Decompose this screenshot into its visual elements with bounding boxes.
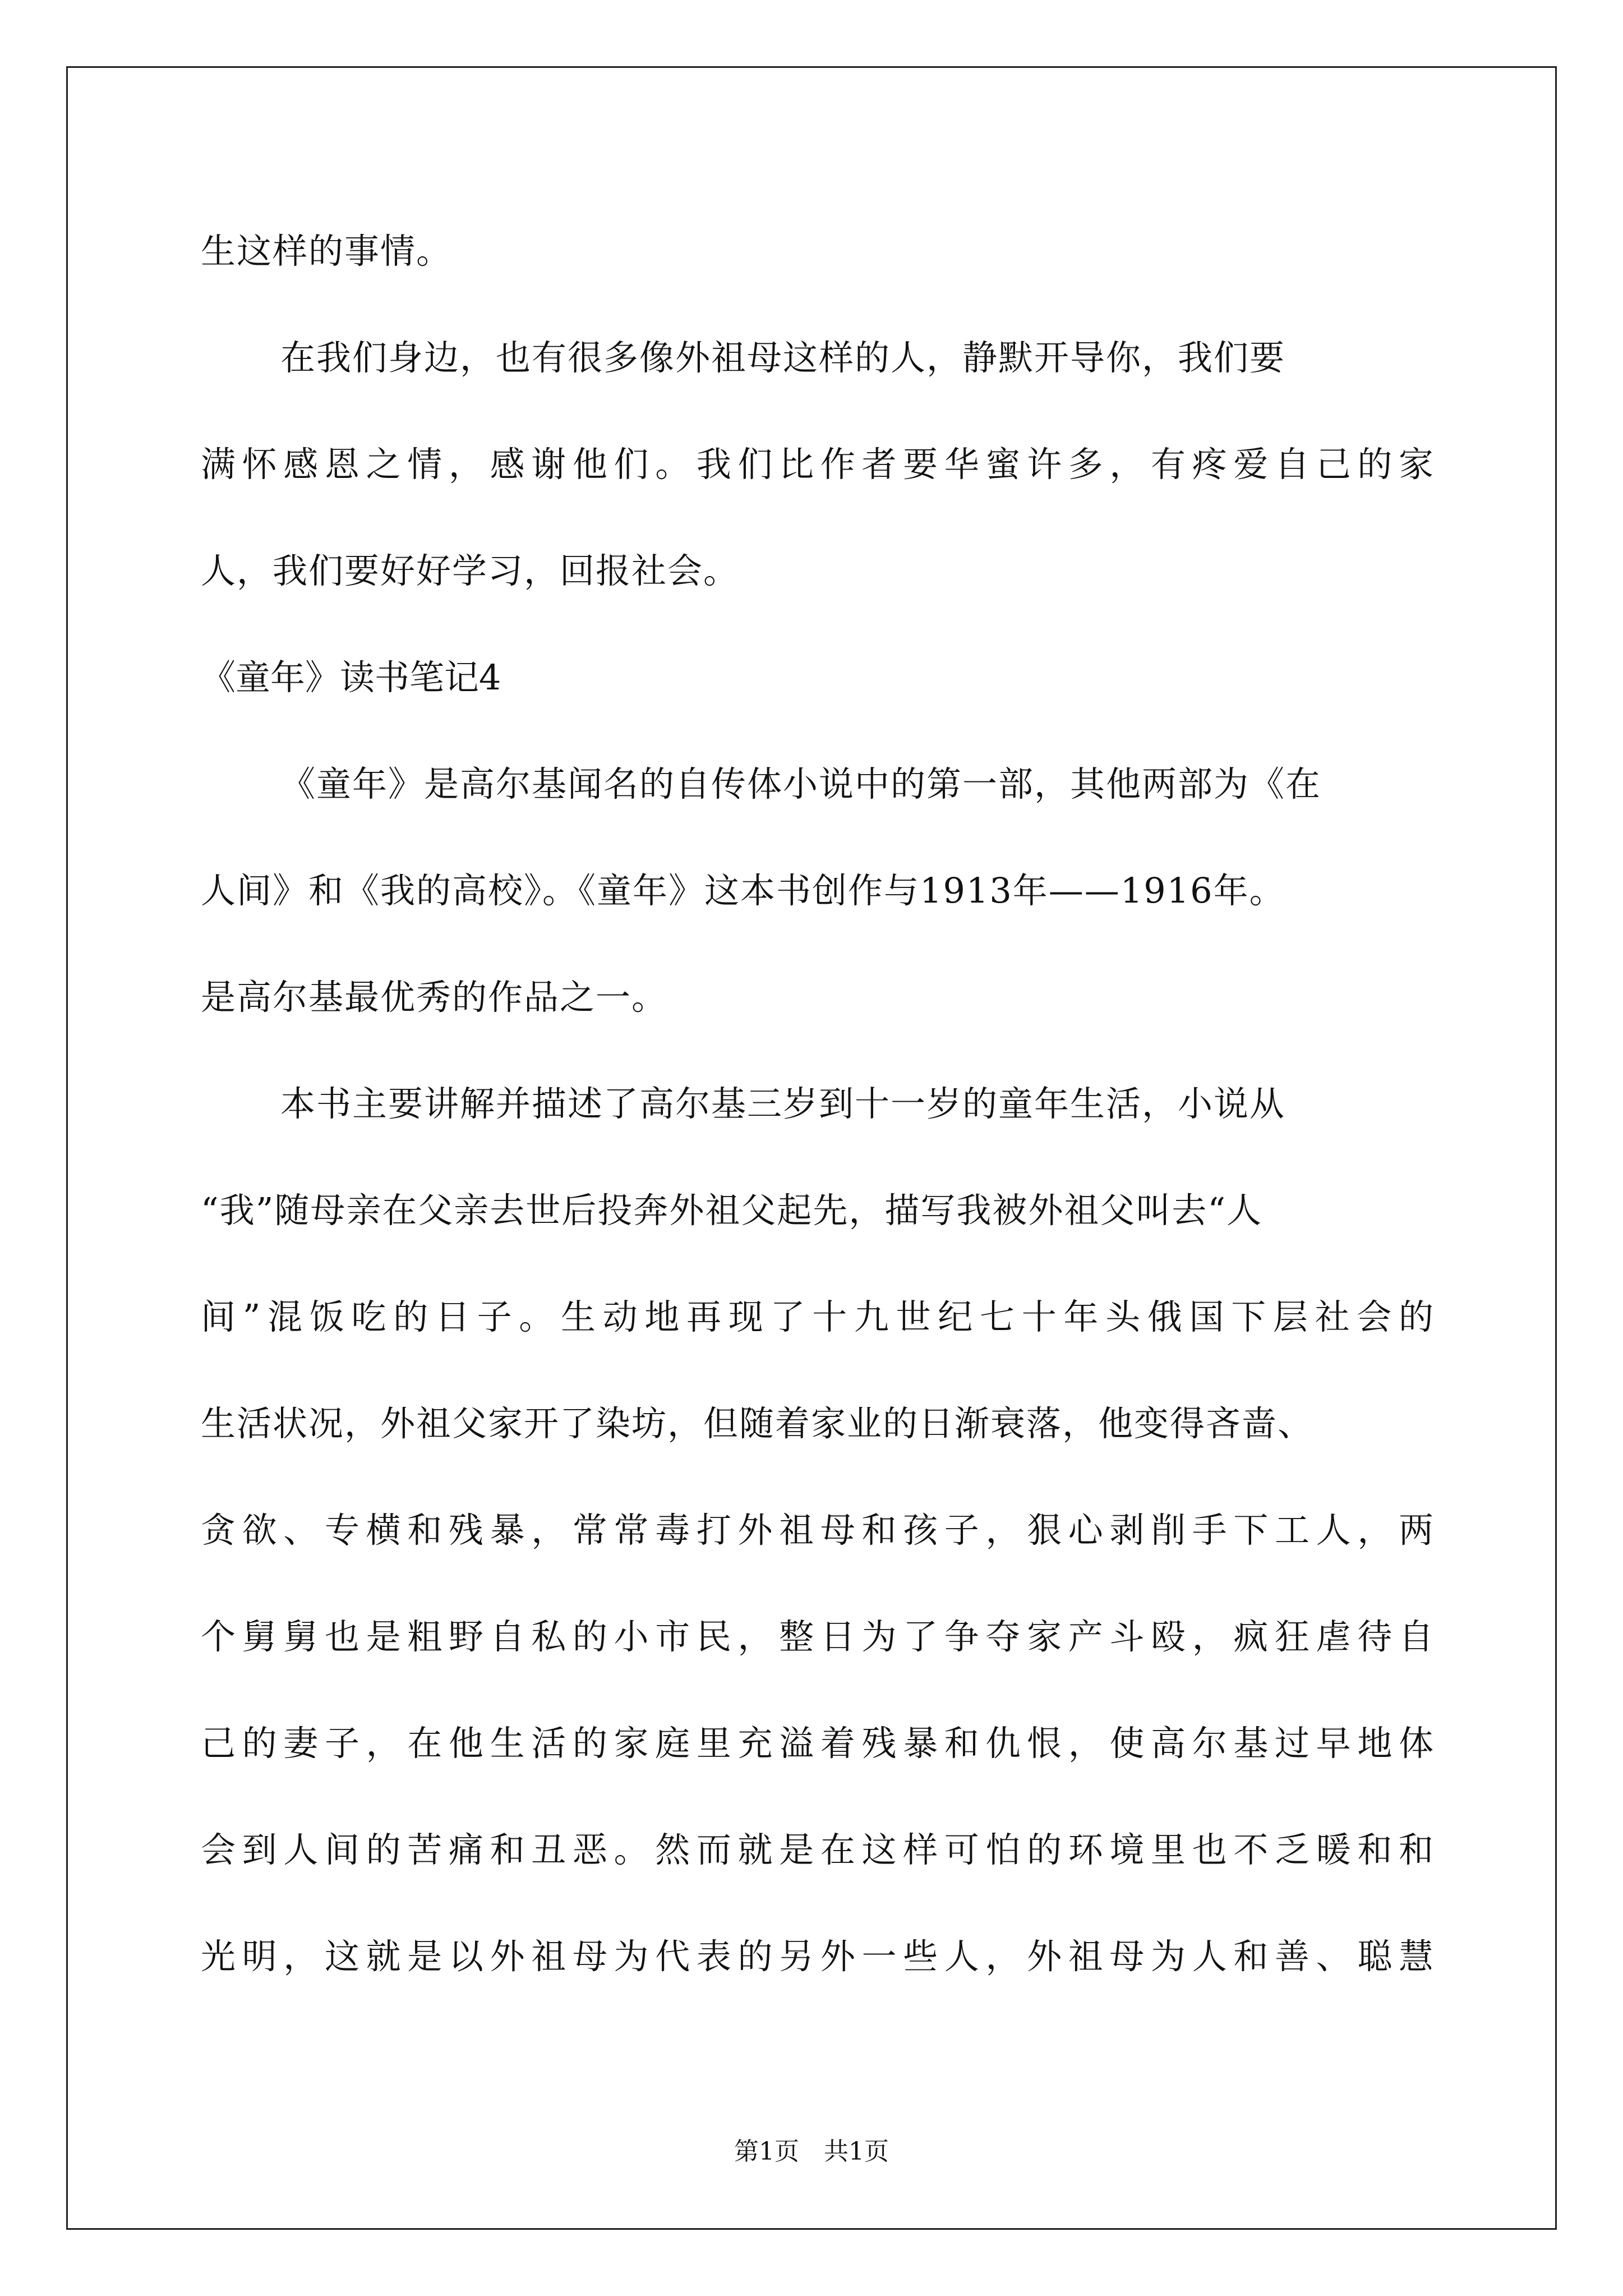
- text-line: 是高尔基最优秀的作品之一。: [201, 977, 668, 1018]
- text-line: 个舅舅也是粗野自私的小市民，整日为了争夺家产斗殴，疯狂虐待自: [201, 1616, 1435, 1657]
- page-frame: [66, 66, 1557, 2230]
- text-line: 生活状况，外祖父家开了染坊，但随着家业的日渐衰落，他变得吝啬、: [201, 1403, 1314, 1444]
- text-line: 间”混饭吃的日子。生动地再现了十九世纪七十年头俄国下层社会的: [201, 1296, 1435, 1337]
- text-line: 在我们身边，也有很多像外祖母这样的人，静默开导你，我们要: [280, 337, 1286, 378]
- text-line: 贪欲、专横和残暴，常常毒打外祖母和孩子，狠心剥削手下工人，两: [201, 1510, 1435, 1550]
- text-line: 本书主要讲解并描述了高尔基三岁到十一岁的童年生活，小说从: [280, 1083, 1286, 1124]
- text-line: 人间》和《我的高校》。《童年》这本书创作与1913年——1916年。: [201, 870, 1285, 911]
- text-line: 《童年》是高尔基闻名的自传体小说中的第一部，其他两部为《在: [280, 763, 1322, 804]
- text-line: 满怀感恩之情，感谢他们。我们比作者要华蜜许多，有疼爱自己的家: [201, 444, 1435, 485]
- section-heading: 《童年》读书笔记4: [201, 657, 501, 698]
- text-line: 光明，这就是以外祖母为代表的另外一些人，外祖母为人和善、聪慧: [201, 1936, 1435, 1977]
- text-line: 会到人间的苦痛和丑恶。然而就是在这样可怕的环境里也不乏暖和和: [201, 1829, 1435, 1870]
- text-line: 生这样的事情。: [201, 231, 453, 272]
- text-line: 人，我们要好好学习，回报社会。: [201, 550, 740, 591]
- text-line: 己的妻子，在他生活的家庭里充溢着残暴和仇恨，使高尔基过早地体: [201, 1723, 1435, 1764]
- text-line: “我”随母亲在父亲去世后投奔外祖父起先，描写我被外祖父叫去“人: [201, 1190, 1263, 1231]
- page-footer: 第1页 共1页: [734, 2137, 889, 2166]
